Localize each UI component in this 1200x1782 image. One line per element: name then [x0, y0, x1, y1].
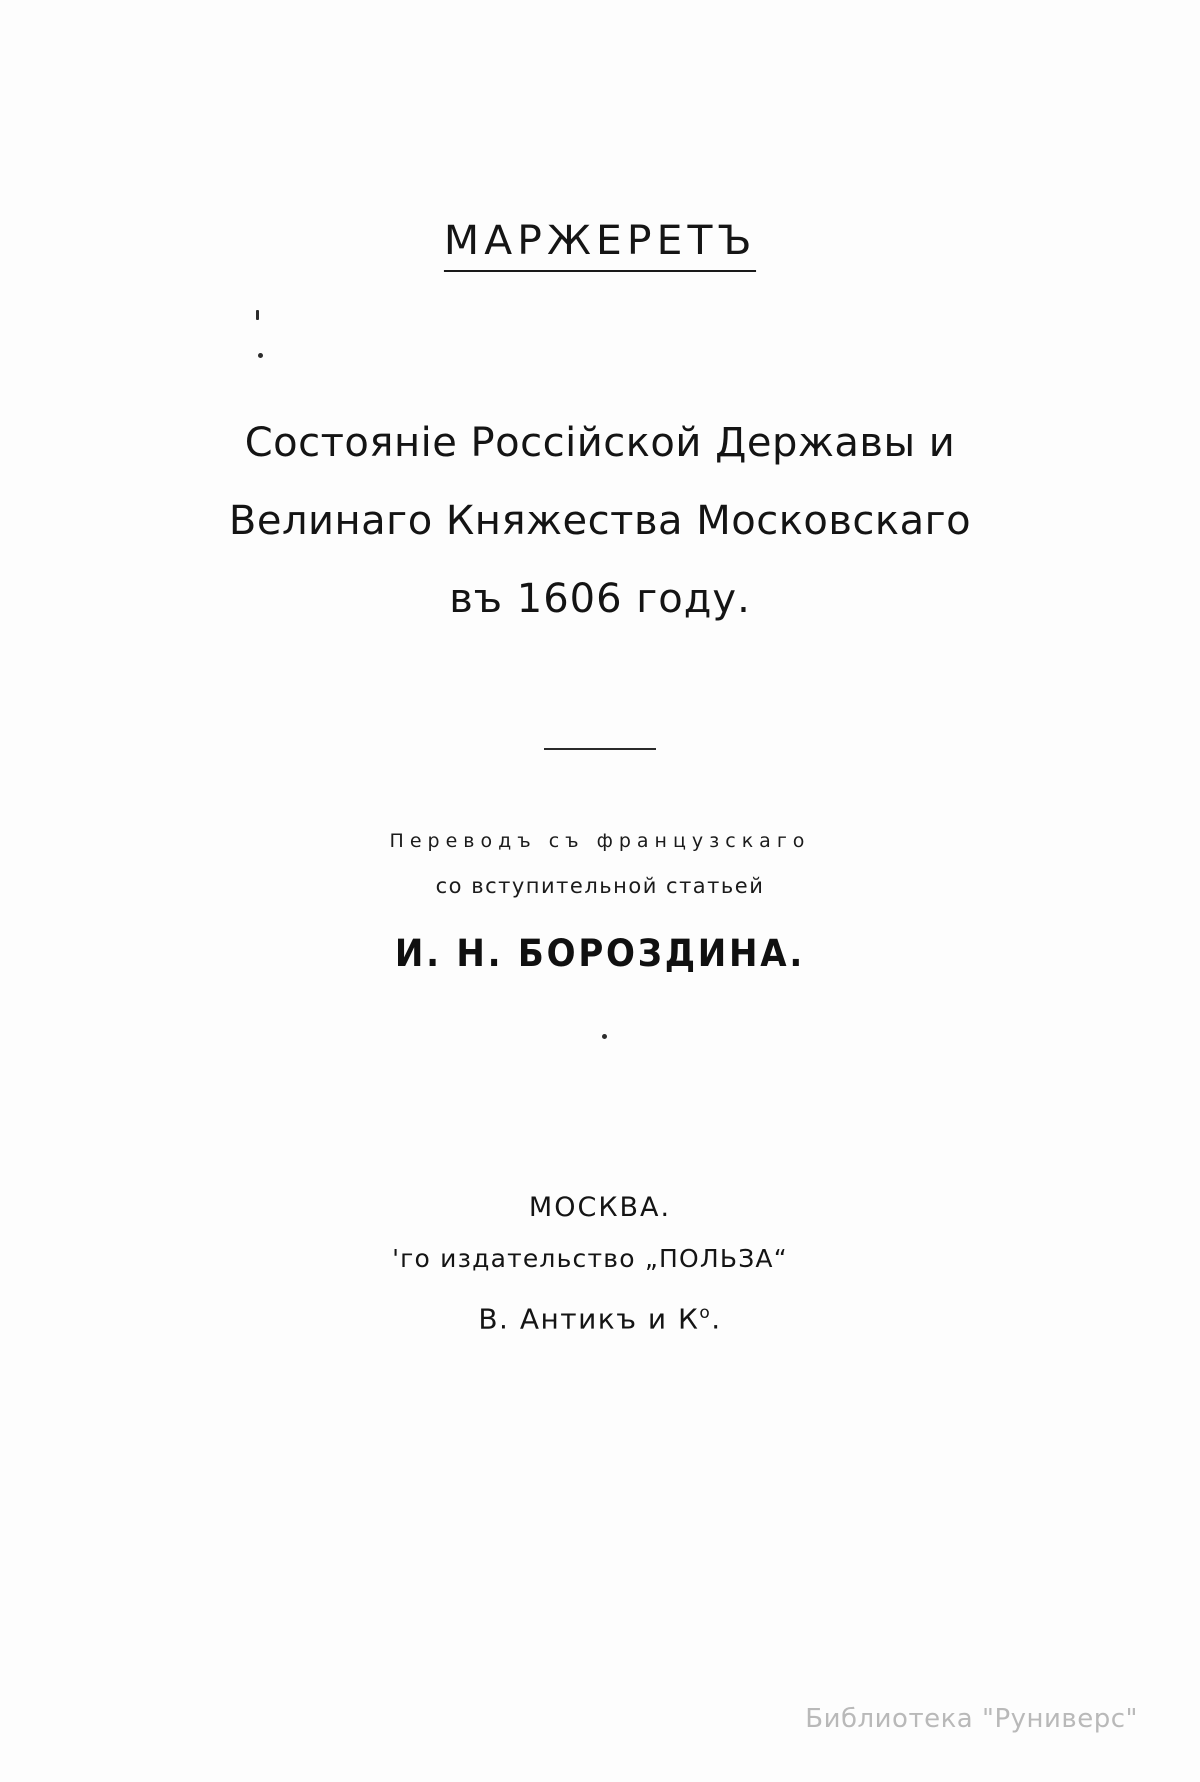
library-watermark: Библиотека "Руниверс"	[805, 1704, 1138, 1734]
editor-name: И. Н. БОРОЗДИНА.	[394, 932, 806, 975]
imprint-firm-name: В. Антикъ и К	[478, 1302, 700, 1336]
imprint-publisher: 'го издательство „ПОЛЬЗА“	[392, 1244, 788, 1273]
author-name: МАРЖЕРЕТЪ	[444, 218, 757, 272]
book-title	[90, 404, 1110, 638]
imprint-firm-superscript: о	[699, 1303, 712, 1323]
title-line-3: въ 1606 году.	[449, 576, 751, 622]
title-line-1: Состоянiе Россiйской Державы и	[244, 420, 956, 466]
credit-block	[0, 824, 1200, 975]
author-line	[0, 218, 1200, 272]
translation-note: Переводъ съ французскаго	[389, 830, 811, 852]
imprint-block	[0, 1185, 1200, 1345]
credit-subtitle: со вступительной статьей	[435, 874, 765, 898]
imprint-firm-end: .	[711, 1302, 722, 1336]
title-divider-rule	[544, 748, 656, 750]
imprint-firm	[0, 1287, 1200, 1345]
scan-speck	[256, 310, 259, 320]
scan-speck	[258, 353, 263, 358]
title-line-2: Велинаго Княжества Московскаго	[228, 498, 972, 544]
scan-speck	[602, 1034, 607, 1039]
imprint-city: МОСКВА.	[528, 1192, 672, 1223]
